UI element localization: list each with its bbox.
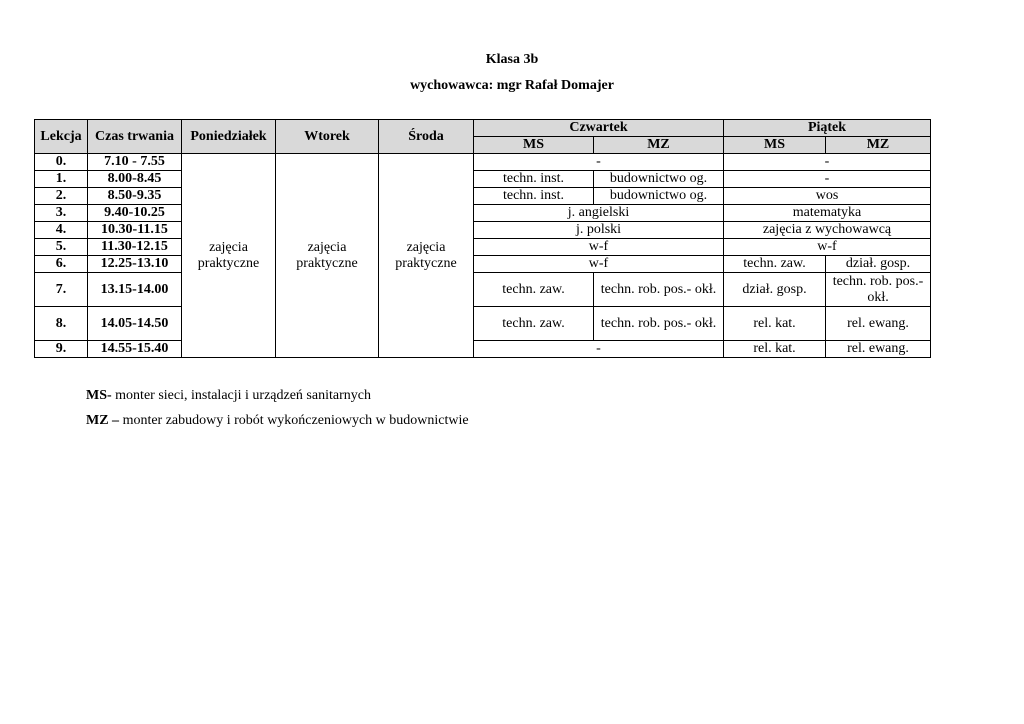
lesson-time: 8.50-9.35 [88,188,182,205]
thursday-mz-cell: techn. rob. pos.- okł. [594,307,724,341]
lesson-time: 9.40-10.25 [88,205,182,222]
header-piatek-mz: MZ [826,137,931,154]
lesson-time: 13.15-14.00 [88,273,182,307]
header-poniedzialek: Poniedziałek [182,120,276,154]
thursday-cell: w-f [474,256,724,273]
friday-cell: zajęcia z wychowawcą [724,222,931,239]
friday-ms-cell: techn. zaw. [724,256,826,273]
monday-practical: zajęcia praktyczne [182,154,276,358]
friday-ms-cell: dział. gosp. [724,273,826,307]
header-czwartek: Czwartek [474,120,724,137]
wednesday-practical: zajęcia praktyczne [379,154,474,358]
lesson-number: 0. [35,154,88,171]
legend-ms-key: MS- [86,388,112,403]
thursday-mz-cell: budownictwo og. [594,188,724,205]
lesson-number: 5. [35,239,88,256]
table-row [35,273,931,307]
header-piatek-ms: MS [724,137,826,154]
friday-cell: - [724,154,931,171]
legend-ms [86,388,371,404]
legend-ms-text: monter sieci, instalacji i urządzeń sanitarnych [111,388,371,403]
table-row [35,307,931,341]
lesson-number: 2. [35,188,88,205]
header-czwartek-mz: MZ [594,137,724,154]
timetable [34,119,931,358]
friday-cell: w-f [724,239,931,256]
thursday-ms-cell: techn. zaw. [474,307,594,341]
header-sroda: Środa [379,120,474,154]
friday-ms-cell: rel. kat. [724,341,826,358]
lesson-time: 11.30-12.15 [88,239,182,256]
lesson-number: 6. [35,256,88,273]
friday-cell: - [724,171,931,188]
table-row [35,222,931,239]
table-row [35,188,931,205]
lesson-time: 10.30-11.15 [88,222,182,239]
friday-mz-cell: rel. ewang. [826,307,931,341]
lesson-time: 7.10 - 7.55 [88,154,182,171]
table-row [35,239,931,256]
table-row [35,171,931,188]
thursday-cell: j. angielski [474,205,724,222]
tuesday-practical: zajęcia praktyczne [276,154,379,358]
lesson-time: 8.00-8.45 [88,171,182,188]
thursday-cell: j. polski [474,222,724,239]
friday-ms-cell: rel. kat. [724,307,826,341]
legend-mz [86,413,469,429]
thursday-cell: w-f [474,239,724,256]
lesson-number: 4. [35,222,88,239]
friday-cell: matematyka [724,205,931,222]
legend-mz-text: monter zabudowy i robót wykończeniowych w budownictwie [119,413,469,428]
lesson-number: 3. [35,205,88,222]
table-row [35,205,931,222]
lesson-number: 7. [35,273,88,307]
friday-mz-cell: dział. gosp. [826,256,931,273]
table-row [35,341,931,358]
class-title: Klasa 3b [485,52,539,67]
header-czwartek-ms: MS [474,137,594,154]
lesson-number: 1. [35,171,88,188]
thursday-cell: - [474,154,724,171]
friday-mz-cell: techn. rob. pos.- okł. [826,273,931,307]
legend-mz-key: MZ – [86,413,120,428]
friday-cell: wos [724,188,931,205]
thursday-ms-cell: techn. zaw. [474,273,594,307]
table-row [35,256,931,273]
lesson-time: 14.55-15.40 [88,341,182,358]
thursday-ms-cell: techn. inst. [474,171,594,188]
thursday-mz-cell: budownictwo og. [594,171,724,188]
header-lekcja: Lekcja [35,120,88,154]
lesson-number: 9. [35,341,88,358]
friday-mz-cell: rel. ewang. [826,341,931,358]
lesson-time: 12.25-13.10 [88,256,182,273]
header-wtorek: Wtorek [276,120,379,154]
teacher-name: wychowawca: mgr Rafał Domajer [410,78,614,93]
header-czas: Czas trwania [88,120,182,154]
lesson-number: 8. [35,307,88,341]
thursday-cell: - [474,341,724,358]
thursday-mz-cell: techn. rob. pos.- okł. [594,273,724,307]
header-piatek: Piątek [724,120,931,137]
table-row [35,154,931,171]
lesson-time: 14.05-14.50 [88,307,182,341]
thursday-ms-cell: techn. inst. [474,188,594,205]
